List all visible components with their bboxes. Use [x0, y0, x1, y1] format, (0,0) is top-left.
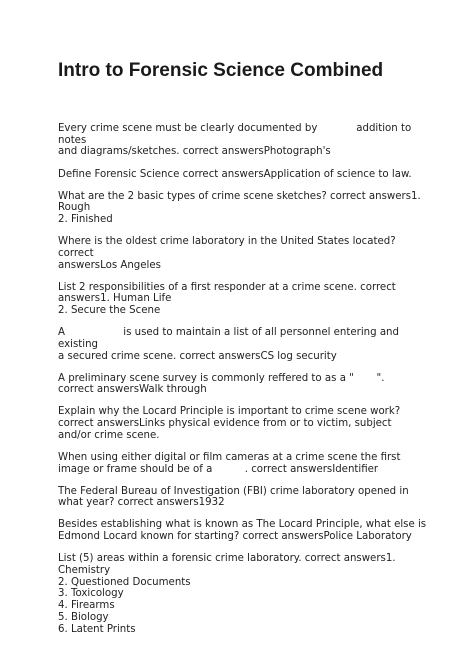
- qa-paragraph: Where is the oldest crime laboratory in the United States located? correct answersLos Angeles: [58, 236, 396, 271]
- qa-paragraph: Every crime scene must be clearly documented by addition to notes and diagrams/sketches. correct answersPhotograph's: [58, 123, 412, 158]
- qa-paragraph: Explain why the Locard Principle is important to crime scene work? correct answersLinks physical evidence from or to victim, subject and/or crime scene.: [58, 406, 401, 441]
- qa-paragraph: A is used to maintain a list of all personnel entering and existing a secured crime scene. correct answersCS log security: [58, 327, 399, 362]
- document-body: [58, 123, 428, 646]
- qa-paragraph: What are the 2 basic types of crime scene sketches? correct answers1. Rough 2. Finished: [58, 190, 421, 225]
- qa-paragraph: Define Forensic Science correct answersApplication of science to law.: [58, 168, 412, 180]
- document-title: Intro to Forensic Science Combined: [58, 60, 384, 81]
- qa-paragraph: List 2 responsibilities of a first responder at a crime scene. correct answers1. Human Life 2. Secure the Scene: [58, 281, 396, 316]
- qa-paragraph: List (5) areas within a forensic crime laboratory. correct answers1. Chemistry 2. Questioned Documents 3. Toxicology 4. Firearms 5. Biology 6. Latent Prints: [58, 553, 396, 635]
- qa-paragraph: The Federal Bureau of Investigation (FBI) crime laboratory opened in what year? correct answers1932: [58, 485, 409, 509]
- qa-paragraph: A preliminary scene survey is commonly reffered to as a " ". correct answersWalk through: [58, 372, 385, 396]
- qa-paragraph: Besides establishing what is known as The Locard Principle, what else is Edmond Locard known for starting? correct answersPolice Laboratory: [58, 519, 427, 543]
- qa-paragraph: When using either digital or film cameras at a crime scene the first image or frame should be of a . correct answersIdentifier: [58, 451, 401, 475]
